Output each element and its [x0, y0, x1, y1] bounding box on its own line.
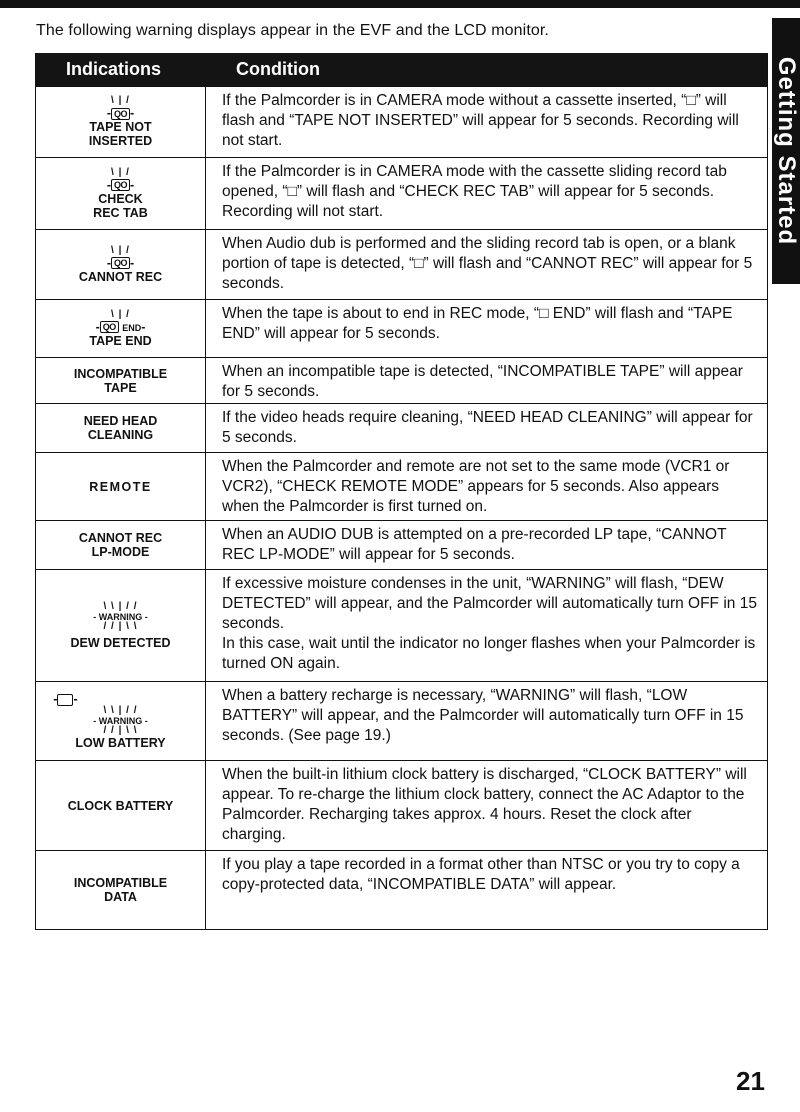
table-row — [36, 569, 767, 681]
top-rule — [0, 0, 800, 8]
condition-cell — [206, 570, 767, 681]
indication-cell — [36, 851, 206, 929]
flashing-tape-icon: \ | / - QO - — [106, 166, 135, 192]
header-condition: Condition — [236, 59, 320, 79]
indication-line: CLOCK BATTERY — [67, 798, 174, 813]
condition-cell: If you play a tape recorded in a format other than NTSC or you try to copy a copy-protected data, “INCOMPATIBLE DATA” will appear. — [222, 856, 740, 893]
condition-cell: If the Palmcorder is in CAMERA mode with the cassette sliding record tab opened, “□” will flash and “CHECK REC TAB” will appear for 5 seconds. Recording will not start. — [222, 163, 727, 220]
condition-cell: When the built-in lithium clock battery is discharged, “CLOCK BATTERY” will appear. To re-charge the lithium clock battery, connect the AC Adaptor to the Palmcorder. Recharging takes approx. 4 hours. Reset the clock after charging. — [222, 766, 747, 843]
condition-extra-text: In this case, wait until the indicator no longer flashes when your Palmcorder is turned ON again. — [222, 635, 756, 672]
indication-line: DEW DETECTED — [70, 635, 171, 650]
indication-cell — [36, 521, 206, 569]
table-row — [36, 299, 767, 357]
section-side-tab — [772, 18, 800, 284]
indication-line: CANNOT REC — [78, 269, 163, 284]
indication-line: INSERTED — [88, 134, 153, 148]
indication-line: TAPE NOT — [89, 120, 152, 134]
flashing-warning-icon: \ \ | / / - WARNING - / / | \ \ — [93, 600, 148, 632]
page-number: 21 — [736, 1066, 765, 1096]
indication-line: DATA — [104, 890, 137, 904]
indication-cell — [36, 570, 206, 681]
flashing-tape-icon: \ | / - QO - — [106, 95, 135, 120]
header-indications: Indications — [66, 59, 162, 79]
indication-line: TAPE END — [89, 333, 152, 348]
table-row — [36, 157, 767, 229]
indication-cell — [36, 158, 206, 229]
condition-cell: When the tape is about to end in REC mode, “□ END” will flash and “TAPE END” will appear for 5 seconds. — [222, 305, 733, 342]
indication-line: REC TAB — [93, 205, 148, 220]
indication-line: LP-MODE — [91, 545, 150, 559]
tape-end-icon-text: END — [122, 322, 142, 333]
battery-warning-icon-text: WARNING — [98, 716, 143, 726]
table-row — [36, 520, 767, 569]
indication-line: INCOMPATIBLE — [73, 876, 168, 890]
indication-cell — [36, 358, 206, 403]
indication-line: NEED HEAD — [83, 414, 158, 428]
indication-line: INCOMPATIBLE — [73, 366, 168, 381]
flashing-tape-end-icon: \ | / - QO END- — [95, 308, 146, 334]
condition-cell: When the Palmcorder and remote are not set to the same mode (VCR1 or VCR2), “CHECK REMOTE MODE” appears for 5 seconds. Also appears when the Palmcorder is first turned on. — [222, 458, 730, 515]
indication-cell — [36, 230, 206, 299]
warning-table — [35, 53, 768, 930]
table-row — [36, 403, 767, 452]
indication-cell — [36, 404, 206, 452]
condition-cell: When an AUDIO DUB is attempted on a pre-recorded LP tape, “CANNOT REC LP-MODE” will appear for 5 seconds. — [222, 526, 727, 563]
indication-cell — [36, 300, 206, 357]
indication-line: CLEANING — [87, 428, 154, 442]
intro-text: The following warning displays appear in the EVF and the LCD monitor. — [36, 22, 549, 39]
flashing-battery-warning-icon: - - \ \ | / / - WARNING - / / | \ \ — [53, 692, 148, 736]
table-row — [36, 760, 767, 850]
condition-cell: When an incompatible tape is detected, “INCOMPATIBLE TAPE” will appear for 5 seconds. — [222, 363, 743, 400]
indication-line: TAPE — [104, 380, 137, 395]
flashing-tape-icon: \ | / - QO - — [106, 244, 135, 270]
table-row — [36, 452, 767, 520]
condition-cell: If the Palmcorder is in CAMERA mode without a cassette inserted, “□” will flash and “TAPE NOT INSERTED” will appear for 5 seconds. Recording will not start. — [222, 92, 739, 149]
indication-cell — [36, 682, 206, 760]
table-row — [36, 357, 767, 403]
indication-line: REMOTE — [89, 479, 152, 494]
condition-cell: If the video heads require cleaning, “NEED HEAD CLEANING” will appear for 5 seconds. — [222, 409, 753, 446]
indication-line: LOW BATTERY — [75, 736, 166, 750]
indication-line: CANNOT REC — [78, 531, 163, 545]
indication-cell — [36, 87, 206, 157]
indication-cell — [36, 453, 206, 520]
condition-cell: When a battery recharge is necessary, “WARNING” will flash, “LOW BATTERY” will appear, and the Palmcorder will automatically turn OFF in 15 seconds. (See page 19.) — [222, 687, 744, 744]
table-row — [36, 229, 767, 299]
table-row — [36, 681, 767, 760]
table-header — [36, 53, 767, 86]
table-row — [36, 86, 767, 157]
indication-line: CHECK — [98, 191, 143, 206]
condition-text: If excessive moisture condenses in the unit, “WARNING” will flash, “DEW DETECTED” will appear, and the Palmcorder will automatically turn OFF in 15 seconds. — [222, 575, 757, 632]
indication-cell — [36, 761, 206, 850]
table-row — [36, 850, 767, 929]
warning-icon-text: WARNING — [98, 611, 143, 622]
condition-cell: When Audio dub is performed and the sliding record tab is open, or a blank portion of tape is detected, “□” will flash and “CANNOT REC” will appear for 5 seconds. — [222, 235, 753, 292]
section-side-tab-label: Getting Started — [773, 56, 800, 246]
